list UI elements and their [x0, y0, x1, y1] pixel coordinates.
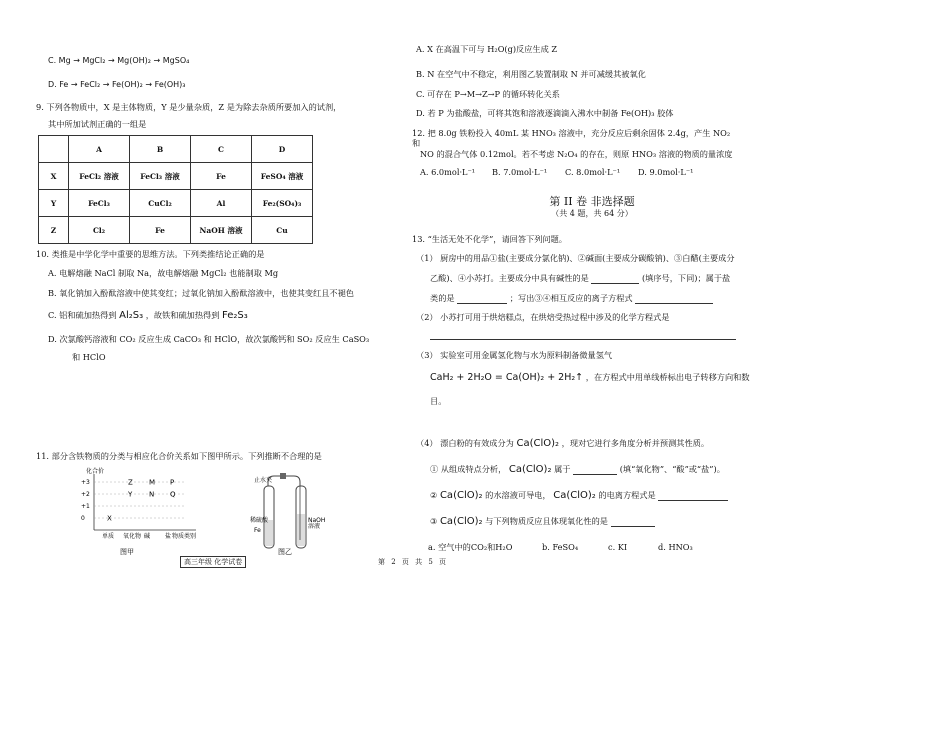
- q9-table: [38, 135, 313, 244]
- table-header: A: [69, 136, 130, 163]
- label-acid: 稀硫酸: [250, 517, 269, 524]
- q13-3: （3） 实验室可用金属氢化物与水为原料制备微量氢气: [416, 350, 613, 360]
- q13-4-option-b: b. FeSO₄: [542, 542, 579, 552]
- formula-ca-clo2: Ca(ClO)₂: [439, 490, 483, 501]
- x-tick-label: 氧化物: [123, 533, 142, 540]
- footer-label: 高三年级 化学试卷: [180, 556, 246, 568]
- q13-4-text: （4） 漂白粉的有效成分为: [416, 438, 514, 448]
- answer-blank[interactable]: [635, 294, 713, 304]
- q13-4-option-c: c. KI: [608, 542, 628, 552]
- q8-option-d: D. Fe → FeCl₂ → Fe(OH)₂ → Fe(OH)₃: [48, 80, 186, 89]
- table-cell: Al: [191, 190, 252, 217]
- table-cell: X: [39, 163, 69, 190]
- q12-option-d: D. 9.0mol·L⁻¹: [638, 167, 694, 177]
- q13-1-text-3: 类的是: [430, 293, 455, 303]
- q13-1-text-4: ；写出③④相互反应的离子方程式: [509, 293, 633, 303]
- q13-4-3: [430, 516, 655, 527]
- formula-fe2s3: Fe₂S₃: [222, 310, 248, 321]
- chart-title: 图甲: [120, 548, 134, 556]
- table-row: [39, 163, 313, 190]
- q10-option-d: D. 次氯酸钙溶液和 CO₂ 反应生成 CaCO₃ 和 HClO，故次氯酸钙和 SO₂ 反应生 CaSO₃: [48, 334, 370, 344]
- table-cell: NaOH 溶液: [191, 217, 252, 244]
- q13-stem: 13. “生活无处不化学”，请回答下列问题。: [412, 234, 567, 244]
- table-cell: [39, 136, 69, 163]
- answer-blank[interactable]: [591, 274, 639, 284]
- q13-4-option-d: d. HNO₃: [658, 542, 693, 552]
- part2-title: 第 II 卷 非选择题: [549, 195, 635, 208]
- q13-1-text-2: (填序号，下同)；属于盐: [641, 273, 731, 283]
- q12-and: 和: [412, 138, 421, 148]
- q12-stem-2: NO 的混合气体 0.12mol。若不考虑 N₂O₄ 的存在，则原 HNO₃ 溶液的物质的量浓度: [420, 149, 733, 159]
- q13-4-2: [430, 490, 728, 501]
- q13-4-2-post: 的电离方程式是: [598, 490, 656, 500]
- table-cell: Z: [39, 217, 69, 244]
- q13-3-tail-2: 目。: [430, 396, 447, 406]
- q12-option-b: B. 7.0mol·L⁻¹: [492, 167, 548, 177]
- q13-4-3-post: 与下列物质反应且体现氧化性的是: [485, 516, 608, 526]
- chart-point-Q: Q: [170, 490, 176, 499]
- table-cell: Cu: [252, 217, 313, 244]
- x-tick-label: 单质: [102, 533, 115, 540]
- q13-4-2-pre: ②: [430, 490, 438, 500]
- apparatus-figure-yi: [250, 470, 340, 556]
- q9-stem: 9. 下列各物质中，X 是主体物质，Y 是少量杂质，Z 是为除去杂质所要加入的试剂，: [36, 102, 342, 112]
- table-cell: Y: [39, 190, 69, 217]
- chart-point-X: X: [107, 514, 112, 523]
- q11-option-d: D. 若 P 为盐酸盐，可将其饱和溶液逐滴滴入沸水中制备 Fe(OH)₃ 胶体: [416, 108, 674, 118]
- table-header: C: [191, 136, 252, 163]
- y-axis-label: 化合价: [86, 468, 105, 475]
- table-header: B: [130, 136, 191, 163]
- table-cell: Fe₂(SO₄)₃: [252, 190, 313, 217]
- chart-point-Y: Y: [128, 490, 133, 499]
- q13-1-line3: [430, 293, 713, 304]
- q13-4-option-a: a. 空气中的CO₂和H₂O: [428, 542, 513, 552]
- q11-option-b: B. N 在空气中不稳定，利用图乙装置制取 N 并可减缓其被氧化: [416, 69, 646, 79]
- q13-1-line2: [430, 273, 730, 284]
- answer-blank[interactable]: [573, 465, 617, 475]
- x-tick-label: 碱: [144, 533, 151, 540]
- table-cell: FeCl₃ 溶液: [130, 163, 191, 190]
- q13-4-1: [430, 464, 725, 475]
- table-header: D: [252, 136, 313, 163]
- label-naoh: NaOH: [308, 517, 326, 524]
- q12-stem: 12. 把 8.0g 铁粉投入 40mL 某 HNO₃ 溶液中，充分反应后剩余固体 2.4g，产生 NO₂: [412, 128, 731, 138]
- figure-yi-title: 图乙: [278, 548, 292, 556]
- x-axis-label: 物质类别: [172, 533, 197, 540]
- q13-3-equation-line: [430, 372, 750, 383]
- table-row: [39, 190, 313, 217]
- clamp-icon: [280, 473, 286, 479]
- q9-stem-2: 其中所加试剂正确的一组是: [48, 119, 147, 129]
- q13-4-tail: ，现对它进行多角度分析并预测其性质。: [561, 438, 710, 448]
- q12-option-c: C. 8.0mol·L⁻¹: [565, 167, 621, 177]
- table-cell: CuCl₂: [130, 190, 191, 217]
- q10-stem: 10. 类推是中学化学中重要的思维方法。下列类推结论正确的是: [36, 249, 265, 259]
- chart-point-P: P: [170, 478, 175, 487]
- q10-option-c: [48, 310, 248, 321]
- formula-ca-clo2: Ca(ClO)₂: [516, 438, 560, 449]
- page-number: 第 2 页 共 5 页: [378, 558, 449, 566]
- table-cell: Fe: [130, 217, 191, 244]
- q13-2: （2） 小苏打可用于烘焙糕点，在烘焙受热过程中涉及的化学方程式是: [416, 312, 670, 322]
- q13-4-1-text: ① 从组成特点分析，: [430, 464, 507, 474]
- x-tick-label: 盐: [165, 533, 172, 540]
- q10-option-c-text: C. 铝和硫加热得到: [48, 310, 117, 320]
- q10-option-b: B. 氧化钠加入酚酞溶液中使其变红；过氧化钠加入酚酞溶液中，也使其变红且不褪色: [48, 288, 354, 298]
- answer-blank[interactable]: [658, 491, 728, 501]
- table-cell: Fe: [191, 163, 252, 190]
- table-row: [39, 217, 313, 244]
- part2-subtitle: （共 4 题，共 64 分）: [551, 209, 633, 218]
- formula-ca-clo2: Ca(ClO)₂: [439, 516, 483, 527]
- chart-point-Z: Z: [128, 478, 133, 487]
- label-clamp: 止水夹: [254, 477, 273, 484]
- table-cell: Cl₂: [69, 217, 130, 244]
- answer-blank[interactable]: [430, 330, 736, 340]
- naoh-liquid: [297, 514, 305, 546]
- formula-ca-clo2: Ca(ClO)₂: [508, 464, 552, 475]
- q8-option-c: C. Mg → MgCl₂ → Mg(OH)₂ → MgSO₄: [48, 56, 190, 65]
- answer-blank[interactable]: [611, 517, 655, 527]
- formula-al2s3: Al₂S₃: [119, 310, 144, 321]
- answer-blank[interactable]: [457, 294, 507, 304]
- q13-4-3-pre: ③: [430, 516, 438, 526]
- label-fe: Fe: [254, 527, 261, 534]
- chart-figure-jia: [72, 464, 212, 560]
- q13-4: [416, 438, 709, 449]
- q11-option-c: C. 可存在 P→M→Z→P 的循环转化关系: [416, 89, 560, 99]
- q13-3-tail: ，在方程式中用单线桥标出电子转移方向和数: [585, 372, 750, 382]
- table-row: [39, 136, 313, 163]
- table-cell: FeCl₂ 溶液: [69, 163, 130, 190]
- q11-option-a: A. X 在高温下可与 H₂O(g)反应生成 Z: [416, 44, 558, 54]
- chart-point-M: M: [149, 478, 156, 487]
- q13-4-1-mid: 属于: [554, 464, 571, 474]
- table-cell: FeSO₄ 溶液: [252, 163, 313, 190]
- q13-1-text: 乙酸)、④小苏打。主要成分中具有碱性的是: [430, 273, 589, 283]
- y-tick-label: +3: [81, 479, 90, 486]
- y-tick-label: 0: [81, 515, 85, 522]
- table-cell: FeCl₃: [69, 190, 130, 217]
- chart-point-N: N: [149, 490, 155, 499]
- q13-4-2-mid: 的水溶液可导电，: [485, 490, 551, 500]
- y-tick-label: +1: [81, 503, 90, 510]
- q10-option-d-2: 和 HClO: [72, 352, 106, 362]
- q10-option-c-mid: ，故铁和硫加热得到: [145, 310, 220, 320]
- q10-option-a: A. 电解熔融 NaCl 制取 Na，故电解熔融 MgCl₂ 也能制取 Mg: [48, 268, 279, 278]
- q13-4-1-post: (填“氧化物”、“酸”或“盐”)。: [619, 464, 725, 474]
- equation-cah2: CaH₂ + 2H₂O = Ca(OH)₂ + 2H₂↑: [430, 372, 584, 383]
- label-solution: 溶液: [308, 523, 321, 530]
- q11-stem: 11. 部分含铁物质的分类与相应化合价关系如下图甲所示。下列推断不合理的是: [36, 451, 322, 461]
- q12-option-a: A. 6.0mol·L⁻¹: [420, 167, 476, 177]
- q13-1-line1: （1） 厨房中的用品①盐(主要成分氯化钠)、②碱面(主要成分碳酸钠)、③白醋(主要成分: [416, 253, 735, 263]
- y-tick-label: +2: [81, 491, 90, 498]
- formula-ca-clo2: Ca(ClO)₂: [553, 490, 596, 501]
